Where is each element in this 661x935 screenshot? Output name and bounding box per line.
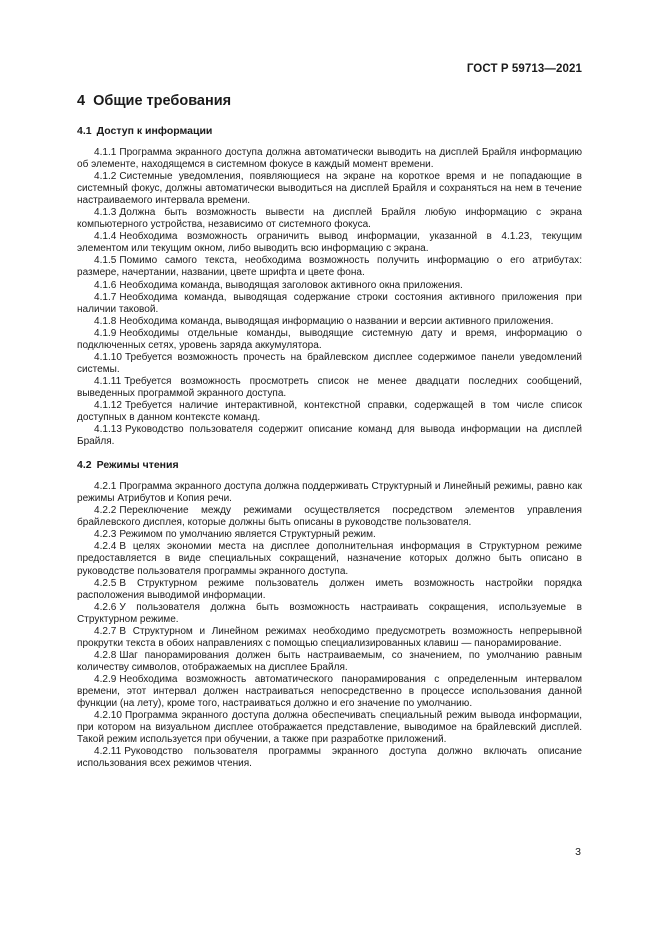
clause-text: Переключение между режимами осуществляется посредством элементов управления брайлевского дисплея, которые должны быть описаны в руководстве пользователя. (77, 505, 582, 529)
clause-text: Необходима возможность ограничить вывод информации, указанной в 4.1.23, текущим элементом или текущим окном, либо выводить всю информацию с экрана. (77, 231, 582, 255)
clause-text: Должна быть возможность вывести на дисплей Брайля любую информацию с экрана компьютерного устройства, независимо от системного фокуса. (77, 207, 582, 231)
clause-number: 4.2.1 (94, 481, 117, 493)
clause-paragraph (77, 674, 582, 710)
clause-number: 4.1.9 (94, 327, 117, 339)
clause-paragraph (77, 292, 582, 316)
clause-number: 4.2.2 (94, 505, 117, 517)
clause-paragraph (77, 505, 582, 529)
clause-number: 4.1.13 (94, 424, 122, 436)
subsections-container (77, 125, 582, 770)
clause-paragraph (77, 280, 582, 292)
section-title: Общие требования (93, 93, 232, 109)
subsection-title: Режимы чтения (96, 459, 179, 472)
clause-paragraph (77, 650, 582, 674)
clause-text: Режимом по умолчанию является Структурный режим. (119, 529, 376, 541)
clause-text: Помимо самого текста, необходима возможность получить информацию о его атрибутах: размере, начертании, названии, цвете шрифта и цвете фона. (77, 255, 582, 279)
section-number: 4 (77, 93, 86, 109)
clause-text: Программа экранного доступа должна поддерживать Структурный и Линейный режимы, равно как режимы Атрибутов и Копия речи. (77, 481, 582, 505)
clause-paragraph (77, 710, 582, 746)
clause-number: 4.2.6 (94, 601, 117, 613)
subsection-heading (77, 125, 582, 138)
clause-number: 4.1.8 (94, 315, 117, 327)
clause-paragraph (77, 529, 582, 541)
clause-number: 4.1.5 (94, 255, 117, 267)
clause-paragraph (77, 316, 582, 328)
clause-paragraph (77, 578, 582, 602)
subsection-title: Доступ к информации (96, 125, 213, 137)
clause-number: 4.2.9 (94, 673, 117, 685)
clause-number: 4.1.12 (94, 399, 122, 411)
clause-paragraph (77, 147, 582, 171)
page-number: 3 (575, 846, 581, 858)
clause-paragraph (77, 255, 582, 279)
clause-paragraph (77, 352, 582, 376)
clause-text: Программа экранного доступа должна обеспечивать специальный режим вывода информации, при котором на визуальном дисплее отображается представление, выводимое на брайлевский дисплей. Такой режим используется при обучении, а также при разработке приложений. (77, 710, 582, 746)
clause-paragraph (77, 231, 582, 255)
subsection-number: 4.1 (77, 125, 92, 137)
page-content (77, 91, 582, 770)
clause-number: 4.1.1 (94, 147, 117, 158)
subsection-heading (77, 459, 582, 472)
clause-paragraph (77, 541, 582, 577)
clause-paragraph (77, 171, 582, 207)
clause-number: 4.1.3 (94, 207, 117, 219)
clause-text: Необходима команда, выводящая информацию о названии и версии активного приложения. (119, 315, 554, 327)
clause-text: В Структурном и Линейном режимах необходимо предусмотреть возможность непрерывной прокрутки текста в обоих направлениях с помощью специализированных клавиш — панорамирование. (77, 625, 582, 649)
clause-text: Требуется возможность прочесть на брайлевском дисплее содержимое панели уведомлений системы. (77, 351, 582, 375)
clause-text: У пользователя должна быть возможность настраивать сокращения, используемые в Структурном режиме. (77, 601, 582, 625)
clause-paragraph (77, 602, 582, 626)
clause-text: Требуется наличие интерактивной, контекстной справки, содержащей в том числе список доступных в данном контексте команд. (77, 399, 582, 424)
clause-number: 4.2.8 (94, 649, 117, 661)
clause-number: 4.2.10 (94, 710, 122, 722)
clause-number: 4.1.4 (94, 231, 117, 243)
clause-text: Руководство пользователя программы экранного доступа должно включать описание использования всех режимов чтения. (77, 746, 582, 770)
clause-number: 4.1.2 (94, 171, 117, 183)
clause-text: Требуется возможность просмотреть список не менее двадцати последних сообщений, выведенных программой экранного доступа. (77, 375, 582, 399)
clause-paragraph (77, 626, 582, 650)
subsection-gap (77, 448, 582, 459)
clause-number: 4.1.7 (94, 291, 117, 303)
clause-number: 4.2.7 (94, 625, 117, 637)
section-heading (77, 91, 582, 111)
clause-text: В Структурном режиме пользователь должен иметь возможность настройки порядка расположения выводимой информации. (77, 577, 582, 601)
document-code: ГОСТ Р 59713—2021 (466, 63, 582, 75)
clause-paragraph (77, 376, 582, 400)
clause-text: Необходимы отдельные команды, выводящие системную дату и время, информацию о подключенных сетях, уровень заряда аккумулятора. (77, 327, 582, 351)
clause-paragraph (77, 207, 582, 231)
clause-number: 4.2.4 (94, 541, 117, 553)
clause-paragraph (77, 481, 582, 505)
clause-number: 4.1.11 (94, 375, 122, 387)
clause-number: 4.2.11 (94, 746, 122, 758)
clause-number: 4.1.6 (94, 279, 117, 291)
clause-text: Необходима возможность автоматического панорамирования с определенным интервалом времени, этот интервал должен настраиваться непосредственно в процессе использования данной функции (на лету), кроме того, настраиваться должно и его значение по умолчанию. (77, 673, 582, 710)
subsection-number: 4.2 (77, 459, 92, 472)
clause-paragraph (77, 400, 582, 424)
clause-number: 4.2.5 (94, 577, 117, 589)
clause-text: Программа экранного доступа должна автоматически выводить на дисплей Брайля информацию об элементе, находящемся в системном фокусе в каждый момент времени. (77, 147, 582, 171)
clause-paragraph (77, 328, 582, 352)
clause-text: Необходима команда, выводящая заголовок активного окна приложения. (119, 279, 463, 291)
clause-text: В целях экономии места на дисплее дополнительная информация в Структурном режиме предоставляется в виде специальных сокращений, назначение которых должно быть описано в руководстве пользователя программы экранного доступа. (77, 541, 582, 577)
clause-paragraph (77, 746, 582, 770)
clause-paragraph (77, 424, 582, 448)
clause-number: 4.2.3 (94, 529, 117, 541)
clause-text: Необходима команда, выводящая содержание строки состояния активного приложения при наличии таковой. (77, 291, 582, 315)
clause-text: Руководство пользователя содержит описание команд для вывода информации на дисплей Брайля. (77, 424, 582, 448)
clause-number: 4.1.10 (94, 351, 122, 363)
clause-text: Шаг панорамирования должен быть настраиваемым, со значением, по умолчанию равным количеству символов, отображаемых на дисплее Брайля. (77, 649, 582, 673)
clause-text: Системные уведомления, появляющиеся на экране на короткое время и не попадающие в системный фокус, должны автоматически выводиться на дисплей Брайля и сохраняться на нем в течение настраиваемого интервала времени. (77, 171, 582, 207)
